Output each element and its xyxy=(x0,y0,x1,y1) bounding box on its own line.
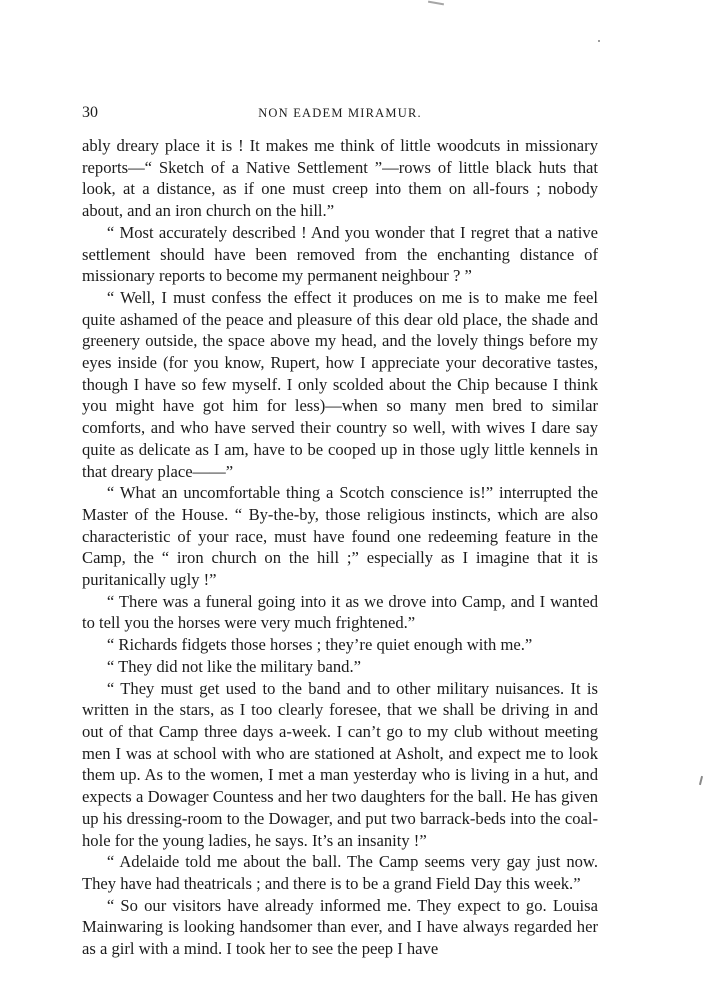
margin-mark xyxy=(699,776,703,785)
running-title: NON EADEM MIRAMUR. xyxy=(258,106,422,120)
paragraph: “ Adelaide told me about the ball. The Camp seems very gay just now. They have had theatricals ; and there is to be a grand Field Day this week.” xyxy=(82,852,598,893)
page-number: 30 xyxy=(82,104,98,121)
scan-speck xyxy=(428,1,444,6)
paragraph: “ Most accurately described ! And you wonder that I regret that a native settlement should have been removed from the enchanting distance of missionary reports to become my permanent neighbour ? ” xyxy=(82,222,598,286)
paragraph: ably dreary place it is ! It makes me think of little woodcuts in missionary reports—“ Sketch of a Native Settlement ”—rows of little black huts that look, at a distance, as if one must creep into them on all-fours ; nobody about, and an iron church on the hill.” xyxy=(82,136,598,221)
body-text xyxy=(82,135,598,960)
paragraph: “ There was a funeral going into it as we drove into Camp, and I wanted to tell you the horses were very much frightened.” xyxy=(82,591,598,633)
paragraph: “ They must get used to the band and to other military nuisances. It is written in the stars, as I too clearly foresee, that we shall be driving in and out of that Camp three days a-week. I can’t go to my club without meeting men I was at school with who are stationed at Asholt, and expect me to look them up. As to the women, I met a man yesterday who is living in a hut, and expects a Dowager Countess and her two daughters for the ball. He has given up his dressing-room to the Dowager, and put two barrack-beds into the coal-hole for the young ladies, he says. It’s an insanity !” xyxy=(82,678,598,850)
paragraph: “ They did not like the military band.” xyxy=(106,656,361,676)
paragraph: “ Well, I must confess the effect it produces on me is to make me feel quite ashamed of the peace and pleasure of this dear old place, the shade and greenery outside, the space above my head, and the lovely things before my eyes inside (for you know, Rupert, how I appreciate your decorative tastes, though I have so few myself. I only scolded about the Chip because I think you might have got him for less)—when so many men bred to similar comforts, and who have served their country so well, with wives I dare say quite as delicate as I am, have to be cooped up in those ugly little kennels in that dreary place——” xyxy=(82,287,598,481)
page-header xyxy=(82,104,598,126)
paragraph: “ What an uncomfortable thing a Scotch conscience is!” interrupted the Master of the House. “ By-the-by, those religious instincts, which are also characteristic of your race, must have found one redeeming feature in the Camp, the “ iron church on the hill ;” especially as I imagine that it is puritanically ugly !” xyxy=(82,483,598,590)
scan-speck xyxy=(598,40,600,42)
paragraph: “ Richards fidgets those horses ; they’re quiet enough with me.” xyxy=(106,635,533,655)
paragraph: “ So our visitors have already informed me. They expect to go. Louisa Mainwaring is looking handsomer than ever, and I have always regarded her as a girl with a mind. I took her to see the peep I have xyxy=(82,895,598,959)
